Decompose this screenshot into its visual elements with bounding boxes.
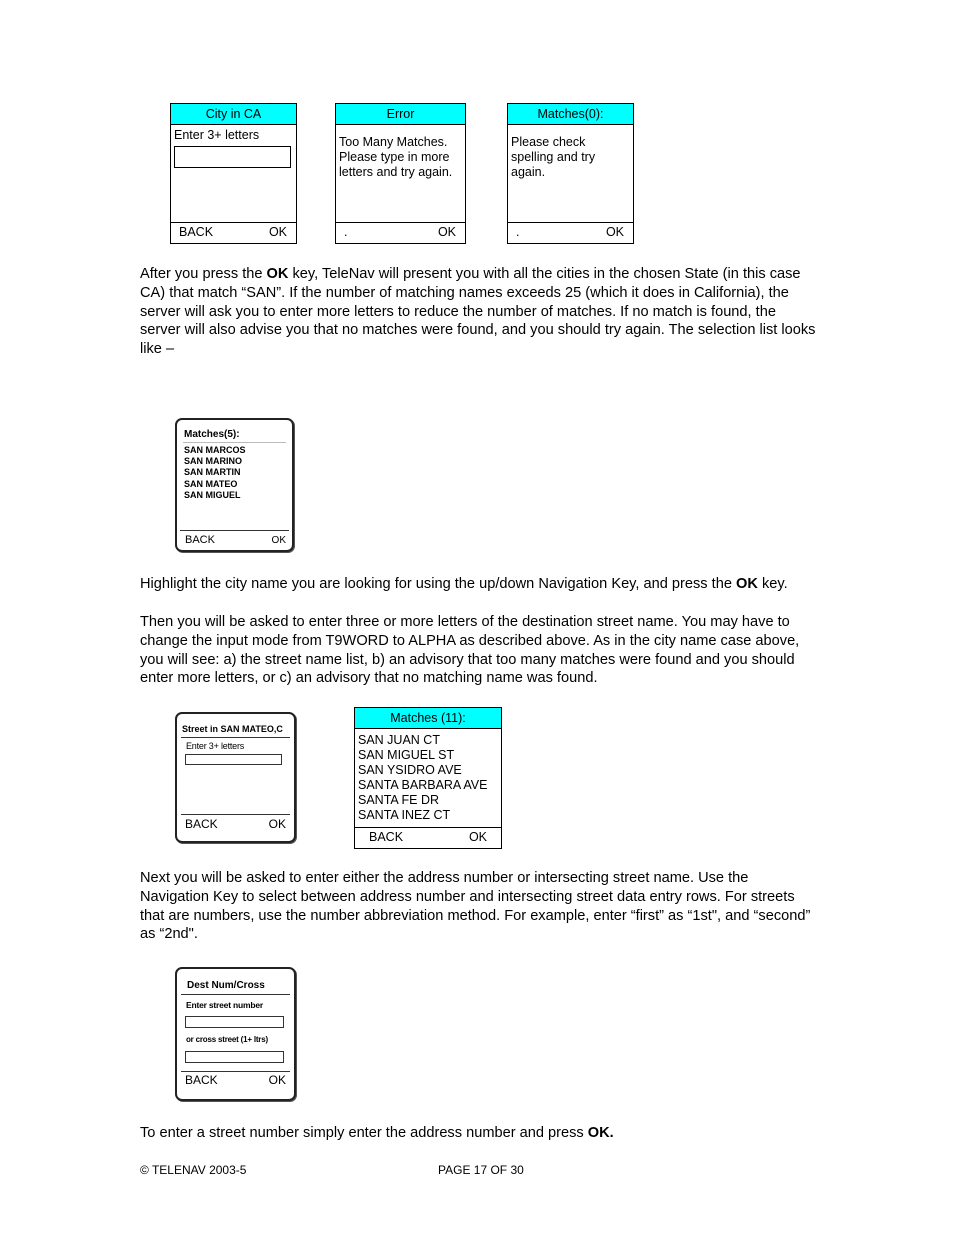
street-list-item[interactable]: SAN MIGUEL ST: [358, 748, 455, 762]
street-number-label: Enter street number: [186, 1000, 263, 1010]
dest-num-cross-phone-screen: [175, 967, 296, 1101]
message-line: Please check: [511, 135, 586, 149]
no-matches-screen: [507, 103, 634, 244]
screen-title: Matches (11):: [355, 708, 501, 729]
city-list-item[interactable]: SAN MIGUEL: [184, 489, 241, 500]
street-entry-phone-screen: [175, 712, 296, 843]
screen-title: Error: [336, 104, 465, 125]
paragraph-address-number: Next you will be asked to enter either the address number or intersecting street name. Use the Navigation Key to select between address number and intersecting street data entry rows. For streets that are numbers, use the number abbreviation method. For example, enter “first” as “1st", and “second” as “2nd".: [140, 870, 811, 943]
error-line: letters and try again.: [339, 165, 453, 179]
city-input-field[interactable]: [174, 146, 291, 168]
ok-softkey[interactable]: OK: [268, 817, 286, 831]
city-list-item[interactable]: SAN MARTIN: [184, 467, 241, 478]
ok-key-label: OK: [266, 266, 289, 282]
cross-street-label: or cross street (1+ ltrs): [186, 1035, 268, 1044]
street-list-item[interactable]: SAN YSIDRO AVE: [358, 763, 462, 777]
screen-prompt: Enter 3+ letters: [186, 741, 245, 751]
city-list-item[interactable]: SAN MARINO: [184, 456, 242, 467]
left-softkey[interactable]: .: [516, 225, 520, 239]
city-list-item[interactable]: SAN MATEO: [184, 478, 238, 489]
paragraph-street-number: To enter a street number simply enter the address number and press OK.: [140, 1125, 614, 1141]
left-softkey[interactable]: .: [344, 225, 348, 239]
street-number-field[interactable]: [185, 1016, 284, 1028]
screen-title: Matches(0):: [508, 104, 633, 125]
ok-key-label: OK.: [587, 1125, 614, 1141]
paragraph-street-entry: Then you will be asked to enter three or more letters of the destination street name. You may have to change the input mode from T9WORD to ALPHA as described above. As in the city name case above, you will see: a) the street name list, b) an advisory that too many matches were found and you should enter more letters, or c) an advisory that no matching name was found.: [140, 614, 800, 687]
message-line: spelling and try: [511, 150, 596, 164]
street-list-item[interactable]: SANTA INEZ CT: [358, 808, 451, 822]
ok-softkey[interactable]: OK: [268, 1073, 286, 1087]
back-softkey[interactable]: BACK: [185, 1073, 218, 1087]
ok-softkey[interactable]: OK: [437, 225, 456, 239]
screen-title: Matches(5):: [184, 429, 240, 440]
message-line: again.: [511, 165, 546, 179]
paragraph-highlight-city: Highlight the city name you are looking for using the up/down Navigation Key, and press the OK key.: [140, 576, 788, 592]
city-in-ca-screen: [170, 103, 297, 244]
error-line: Please type in more: [339, 150, 450, 164]
street-list-item[interactable]: SAN JUAN CT: [358, 733, 440, 747]
screen-title: Dest Num/Cross: [187, 980, 265, 991]
city-matches-phone-screen: [175, 418, 294, 552]
ok-softkey[interactable]: OK: [468, 830, 487, 844]
screen-title: Street in SAN MATEO,C: [182, 724, 283, 734]
ok-softkey[interactable]: OK: [268, 225, 287, 239]
ok-key-label: OK: [736, 576, 758, 592]
street-matches-screen: [354, 707, 502, 849]
street-list-item[interactable]: SANTA FE DR: [358, 793, 440, 807]
ok-softkey[interactable]: OK: [271, 535, 286, 546]
error-screen: [335, 103, 466, 244]
ok-softkey[interactable]: OK: [605, 225, 624, 239]
back-softkey[interactable]: BACK: [185, 817, 218, 831]
error-line: Too Many Matches.: [339, 135, 448, 149]
city-list-item[interactable]: SAN MARCOS: [184, 445, 246, 455]
footer-copyright: © TELENAV 2003-5: [140, 1163, 247, 1177]
street-input-field[interactable]: [185, 754, 282, 765]
back-softkey[interactable]: BACK: [369, 830, 404, 844]
street-list-item[interactable]: SANTA BARBARA AVE: [358, 778, 488, 792]
back-softkey[interactable]: BACK: [185, 534, 215, 546]
cross-street-field[interactable]: [185, 1051, 284, 1063]
screen-prompt: Enter 3+ letters: [174, 128, 260, 142]
screen-title: City in CA: [171, 104, 296, 125]
footer-page-number: PAGE 17 OF 30: [438, 1163, 524, 1177]
paragraph-city-results: After you press the OK key, TeleNav will present you with all the cities in the chosen State (in this case CA) that match “SAN”. If the number of matching names exceeds 25 (which it does in California), the server will ask you to enter more letters to reduce the number of matches. If no match is found, the server will also advise you that no matches were found, and you should try again. The selection list looks like –: [140, 266, 816, 358]
back-softkey[interactable]: BACK: [179, 225, 214, 239]
